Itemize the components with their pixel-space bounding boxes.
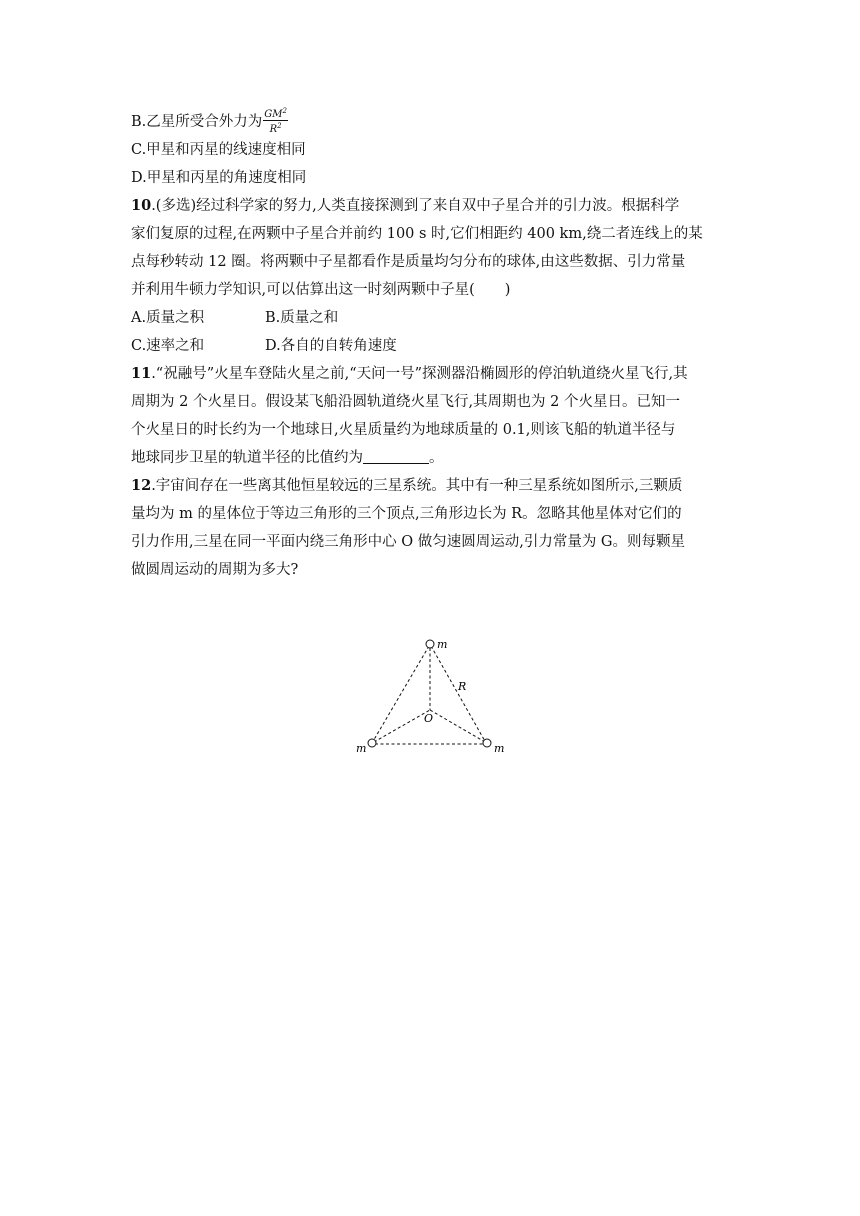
numerator-exponent: 2 — [282, 107, 287, 115]
q10-options-row-1 — [131, 304, 731, 332]
q12-text-1: .宇宙间存在一些离其他恒星较远的三星系统。其中有一种三星系统如图所示,三颗质 — [151, 478, 683, 494]
label-top-m: m — [437, 638, 448, 651]
radius-left — [374, 710, 430, 742]
q11-line-1 — [131, 360, 731, 388]
q10-option-c: C.速率之和 — [131, 338, 205, 354]
q10-line-2: 家们复原的过程,在两颗中子星合并前约 100 s 时,它们相距约 400 km,绕二者连线上的某 — [131, 226, 703, 242]
denominator-exponent: 2 — [277, 122, 282, 130]
q11-line-4 — [131, 444, 731, 472]
three-star-diagram — [350, 636, 510, 761]
three-star-svg — [350, 636, 510, 761]
q10-option-a: A.质量之积 — [131, 310, 205, 326]
label-side-r: R — [458, 680, 467, 693]
q12-line-1 — [131, 472, 731, 500]
q10-line-1 — [131, 192, 731, 220]
q11-text-1: .“祝融号”火星车登陆火星之前,“天问一号”探测器沿椭圆形的停泊轨道绕火星飞行,其 — [151, 366, 688, 382]
q9-option-d: D.甲星和丙星的角速度相同 — [131, 170, 307, 186]
star-left — [368, 739, 376, 747]
label-right-m: m — [494, 742, 505, 755]
radius-right — [430, 710, 485, 742]
star-right — [483, 739, 491, 747]
q11-number: 11 — [131, 365, 152, 382]
force-fraction — [263, 106, 288, 135]
triangle-side-right — [431, 646, 486, 743]
q10-options-row-2 — [131, 332, 731, 360]
fraction-denominator: R — [269, 124, 278, 135]
q11-period: 。 — [429, 450, 444, 466]
q11-text-4: 地球同步卫星的轨道半径的比值约为 — [131, 450, 363, 466]
answer-blank[interactable] — [363, 447, 429, 464]
q10-text-1: .(多选)经过科学家的努力,人类直接探测到了来自双中子星合并的引力波。根据科学 — [151, 198, 680, 214]
q10-option-b: B.质量之和 — [265, 310, 339, 326]
q10-text-4: 并利用牛顿力学知识,可以估算出这一时刻两颗中子星( — [131, 282, 475, 298]
q10-paren-close: ) — [504, 282, 511, 298]
q10-line-3: 点每秒转动 12 圈。将两颗中子星都看作是质量均匀分布的球体,由这些数据、引力常量 — [131, 254, 686, 270]
label-left-m: m — [356, 742, 367, 755]
question-page — [131, 100, 731, 584]
q9-option-b-text: B.乙星所受合外力为 — [131, 114, 263, 130]
q10-number: 10 — [131, 197, 152, 214]
q9-option-c: C.甲星和丙星的线速度相同 — [131, 142, 306, 158]
star-top — [426, 640, 434, 648]
q11-line-2: 周期为 2 个火星日。假设某飞船沿圆轨道绕火星飞行,其周期也为 2 个火星日。已知一 — [131, 394, 680, 410]
q12-number: 12 — [131, 477, 152, 494]
triangle-side-left — [372, 646, 429, 743]
q12-line-4: 做圆周运动的周期为多大? — [131, 562, 299, 578]
fraction-numerator: GM — [264, 109, 283, 120]
label-center-o: O — [424, 712, 434, 725]
q9-option-b — [131, 100, 731, 136]
q12-line-3: 引力作用,三星在同一平面内绕三角形中心 O 做匀速圆周运动,引力常量为 G。则每颗星 — [131, 534, 686, 550]
q12-line-2: 量均为 m 的星体位于等边三角形的三个顶点,三角形边长为 R。忽略其他星体对它们的 — [131, 506, 682, 522]
q10-line-4 — [131, 276, 731, 304]
q11-line-3: 个火星日的时长约为一个地球日,火星质量约为地球质量的 0.1,则该飞船的轨道半径与 — [131, 422, 676, 438]
q10-option-d: D.各自的自转角速度 — [265, 338, 397, 354]
